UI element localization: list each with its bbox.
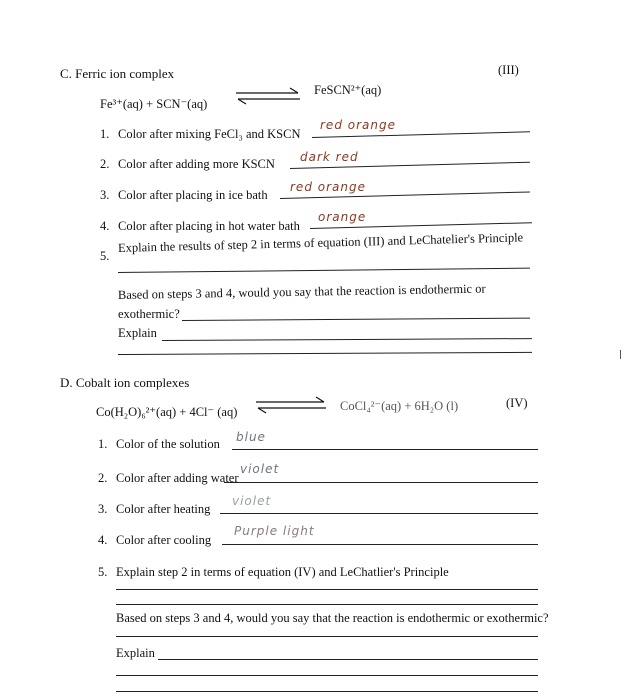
c-item-2-answer: dark red <box>300 150 359 164</box>
c-item-2-number: 2. <box>100 157 110 171</box>
c-item-1-label: Color after mixing FeCl₃ and KSCN <box>118 127 301 141</box>
c-question-line-2: exothermic? <box>118 307 180 321</box>
c-item-3-answer: red orange <box>290 180 366 194</box>
equation-iii-reactants: Fe³⁺(aq) + SCN⁻(aq) <box>100 97 208 111</box>
c-question-line-1: Based on steps 3 and 4, would you say that the reaction is endothermic or <box>117 281 486 302</box>
c-item-4-label: Color after placing in hot water bath <box>118 219 300 233</box>
d-explain-extra-line-1 <box>116 675 538 676</box>
c-explain-line-1 <box>118 268 530 273</box>
equation-iii-number: (III) <box>498 63 519 77</box>
c-item-5-label: Explain the results of step 2 in terms of equation (III) and LeChatelier's Principle <box>117 230 524 255</box>
d-item-5-label: Explain step 2 in terms of equation (IV) and LeChatlier's Principle <box>116 565 449 579</box>
c-item-4-answer: orange <box>318 210 367 224</box>
d-item-5-number: 5. <box>98 565 108 579</box>
d-item-2-answer: violet <box>240 462 280 476</box>
d-item-1-number: 1. <box>98 437 108 451</box>
d-item-1-answer: blue <box>236 430 266 444</box>
d-item-3-answer: violet <box>232 494 272 508</box>
d-item-2-answer-line <box>224 482 538 483</box>
margin-mark <box>620 350 621 359</box>
d-item-3-number: 3. <box>98 502 108 516</box>
d-item-2-number: 2. <box>98 471 108 485</box>
d-explain-line-1 <box>116 589 538 590</box>
d-item-2-label: Color after adding water <box>116 471 239 485</box>
c-item-1-answer-line <box>312 131 530 138</box>
c-explain-label: Explain <box>118 326 157 340</box>
d-item-3-label: Color after heating <box>116 502 211 516</box>
d-item-4-answer: Purple light <box>234 524 315 538</box>
d-item-1-answer-line <box>232 449 538 450</box>
d-explain-extra-line-2 <box>116 691 538 692</box>
c-exothermic-answer-line <box>182 318 530 321</box>
d-item-1-label: Color of the solution <box>116 437 220 451</box>
equation-iv-reactants: Co(H₂O)₆²⁺(aq) + 4Cl⁻ (aq) <box>96 405 238 419</box>
c-item-4-number: 4. <box>100 219 110 233</box>
d-item-4-answer-line <box>222 544 538 545</box>
equilibrium-arrow-icon <box>254 395 328 415</box>
d-explain-answer-line <box>158 659 538 660</box>
c-item-3-number: 3. <box>100 188 110 202</box>
d-item-4-number: 4. <box>98 533 108 547</box>
d-explain-line-2 <box>116 604 538 605</box>
equilibrium-arrow-icon <box>234 86 302 106</box>
equation-iii-product: FeSCN²⁺(aq) <box>314 83 382 97</box>
d-question-answer-line <box>116 636 538 637</box>
c-item-1-answer: red orange <box>320 118 396 132</box>
d-explain-label: Explain <box>116 646 155 660</box>
d-item-3-answer-line <box>220 513 538 514</box>
equation-iv-product: CoCl₄²⁻(aq) + 6H₂O (l) <box>340 399 459 413</box>
d-question: Based on steps 3 and 4, would you say that the reaction is endothermic or exothermic? <box>116 611 549 625</box>
c-item-1-number: 1. <box>100 127 110 141</box>
c-item-5-number: 5. <box>100 249 110 263</box>
c-explain-extra-line <box>118 352 532 355</box>
section-d-title: D. Cobalt ion complexes <box>60 375 190 390</box>
d-item-4-label: Color after cooling <box>116 533 212 547</box>
c-item-3-label: Color after placing in ice bath <box>118 188 268 202</box>
section-c-title: C. Ferric ion complex <box>60 66 175 81</box>
equation-iv-number: (IV) <box>506 396 528 410</box>
c-item-2-label: Color after adding more KSCN <box>118 157 275 171</box>
c-explain-answer-line <box>162 338 532 341</box>
